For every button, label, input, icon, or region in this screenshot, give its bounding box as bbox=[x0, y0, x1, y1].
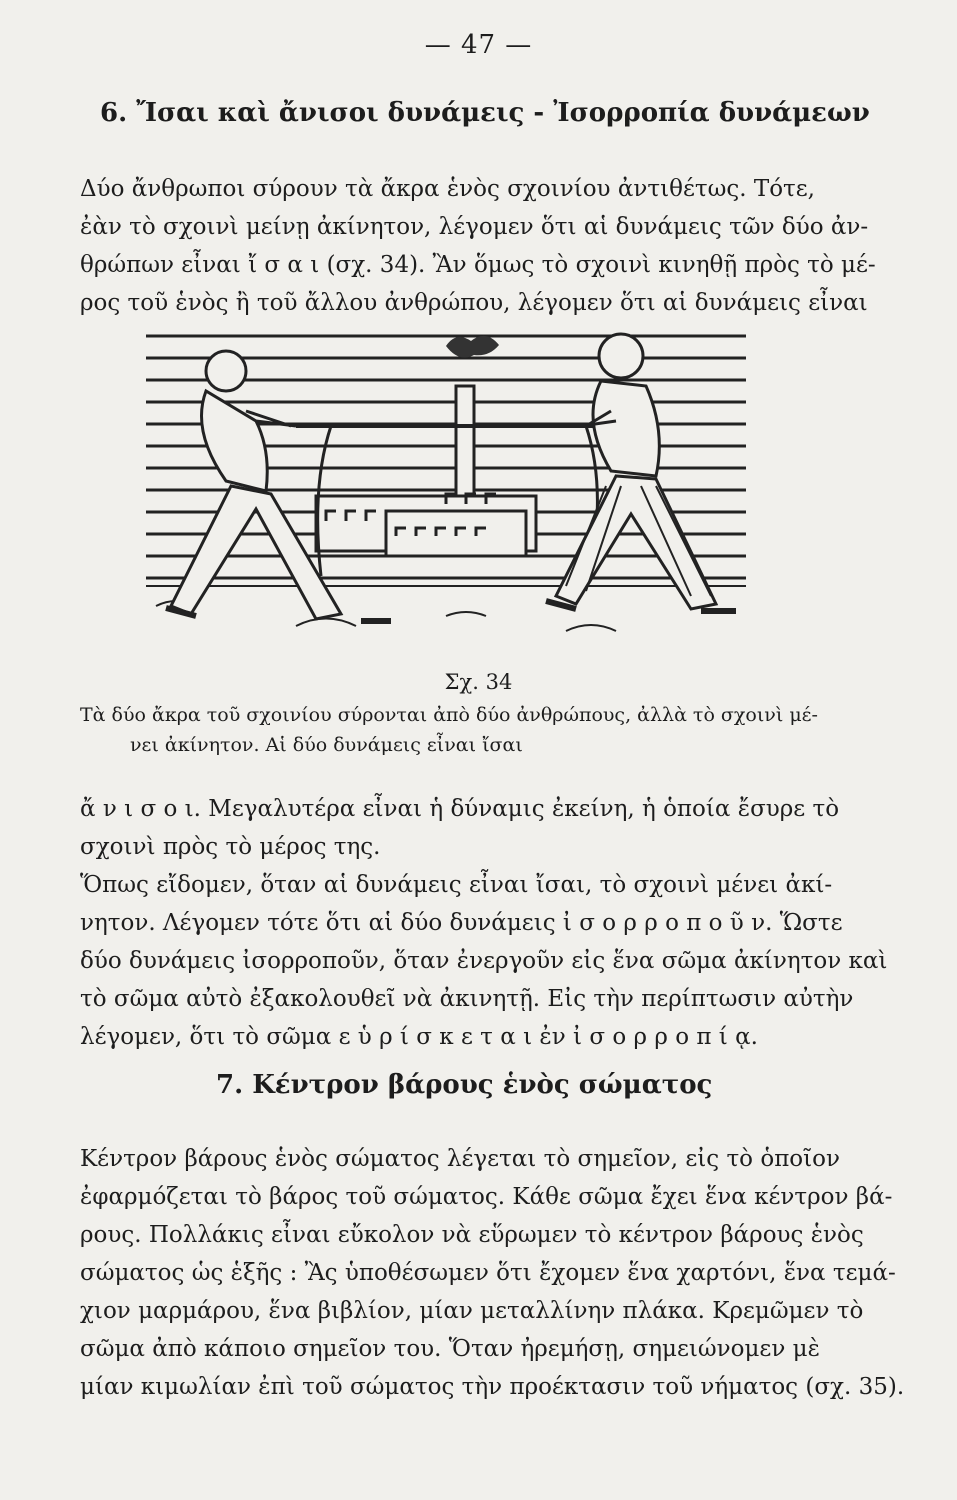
text-line: ἐφαρμόζεται τὸ βάρος τοῦ σώματος. Κάθε σῶμα ἔχει ἕνα κέντρον βά- bbox=[80, 1184, 893, 1210]
text-line: ρος τοῦ ἑνὸς ἢ τοῦ ἄλλου ἀνθρώπου, λέγομεν ὅτι αἱ δυνάμεις εἶναι bbox=[80, 290, 868, 316]
section-7-paragraph bbox=[80, 1140, 905, 1406]
caption-line: νει ἀκίνητον. Αἱ δύο δυνάμεις εἶναι ἴσαι bbox=[130, 734, 523, 756]
text-line: Κέντρον βάρους ἑνὸς σώματος λέγεται τὸ σημεῖον, εἰς τὸ ὁποῖον bbox=[80, 1146, 840, 1172]
text-line: Ὅπως εἴδομεν, ὅταν αἱ δυνάμεις εἶναι ἴσαι, τὸ σχοινὶ μένει ἀκί- bbox=[80, 872, 833, 898]
text-line: νητον. Λέγομεν τότε ὅτι αἱ δύο δυνάμεις ἰ σ ο ρ ρ ο π ο ῦ ν. Ὥστε bbox=[80, 910, 843, 936]
text-line: χιον μαρμάρου, ἕνα βιβλίον, μίαν μεταλλίνην πλάκα. Κρεμῶμεν τὸ bbox=[80, 1298, 864, 1324]
section-6-heading: 6. Ἴσαι καὶ ἄνισοι δυνάμεις - Ἰσορροπία δυνάμεων bbox=[100, 98, 870, 128]
text-line: ἐὰν τὸ σχοινὶ μείνῃ ἀκίνητον, λέγομεν ὅτι αἱ δυνάμεις τῶν δύο ἀν- bbox=[80, 214, 869, 240]
text-line: τὸ σῶμα αὐτὸ ἐξακολουθεῖ νὰ ἀκινητῇ. Εἰς τὴν περίπτωσιν αὐτὴν bbox=[80, 986, 854, 1012]
text-line: θρώπων εἶναι ἴ σ α ι (σχ. 34). Ἂν ὅμως τὸ σχοινὶ κινηθῇ πρὸς τὸ μέ- bbox=[80, 252, 876, 278]
section-6-paragraph bbox=[80, 170, 880, 322]
tug-of-war-illustration bbox=[146, 326, 746, 656]
text-line: ρους. Πολλάκις εἶναι εὔκολον νὰ εὕρωμεν τὸ κέντρον βάρους ἑνὸς bbox=[80, 1222, 864, 1248]
text-line: δύο δυνάμεις ἰσορροποῦν, ὅταν ἐνεργοῦν εἰς ἕνα σῶμα ἀκίνητον καὶ bbox=[80, 948, 888, 974]
text-line: σῶμα ἀπὸ κάποιο σημεῖον του. Ὅταν ἠρεμήσῃ, σημειώνομεν μὲ bbox=[80, 1336, 820, 1362]
figure-caption bbox=[80, 700, 880, 760]
caption-line: Τὰ δύο ἄκρα τοῦ σχοινίου σύρονται ἀπὸ δύο ἀνθρώπους, ἀλλὰ τὸ σχοινὶ μέ- bbox=[80, 704, 818, 726]
text-line: σχοινὶ πρὸς τὸ μέρος της. bbox=[80, 834, 381, 860]
continuation-paragraph bbox=[80, 790, 888, 1056]
text-line: λέγομεν, ὅτι τὸ σῶμα ε ὑ ρ ί σ κ ε τ α ι ἐν ἰ σ ο ρ ρ ο π ί ᾳ. bbox=[80, 1024, 758, 1050]
text-line: Δύο ἄνθρωποι σύρουν τὰ ἄκρα ἑνὸς σχοινίου ἀντιθέτως. Τότε, bbox=[80, 176, 815, 202]
text-line: ἄ ν ι σ ο ι. Μεγαλυτέρα εἶναι ἡ δύναμις ἐκείνη, ἡ ὁποία ἔσυρε τὸ bbox=[80, 796, 840, 822]
figure-label: Σχ. 34 bbox=[444, 670, 513, 694]
text-line: σώματος ὡς ἑξῆς : Ἂς ὑποθέσωμεν ὅτι ἔχομεν ἕνα χαρτόνι, ἕνα τεμά- bbox=[80, 1260, 896, 1286]
text-line: μίαν κιμωλίαν ἐπὶ τοῦ σώματος τὴν προέκτασιν τοῦ νήματος (σχ. 35). bbox=[80, 1374, 905, 1400]
section-7-heading: 7. Κέντρον βάρους ἑνὸς σώματος bbox=[216, 1070, 713, 1100]
page-number: — 47 — bbox=[424, 30, 533, 60]
